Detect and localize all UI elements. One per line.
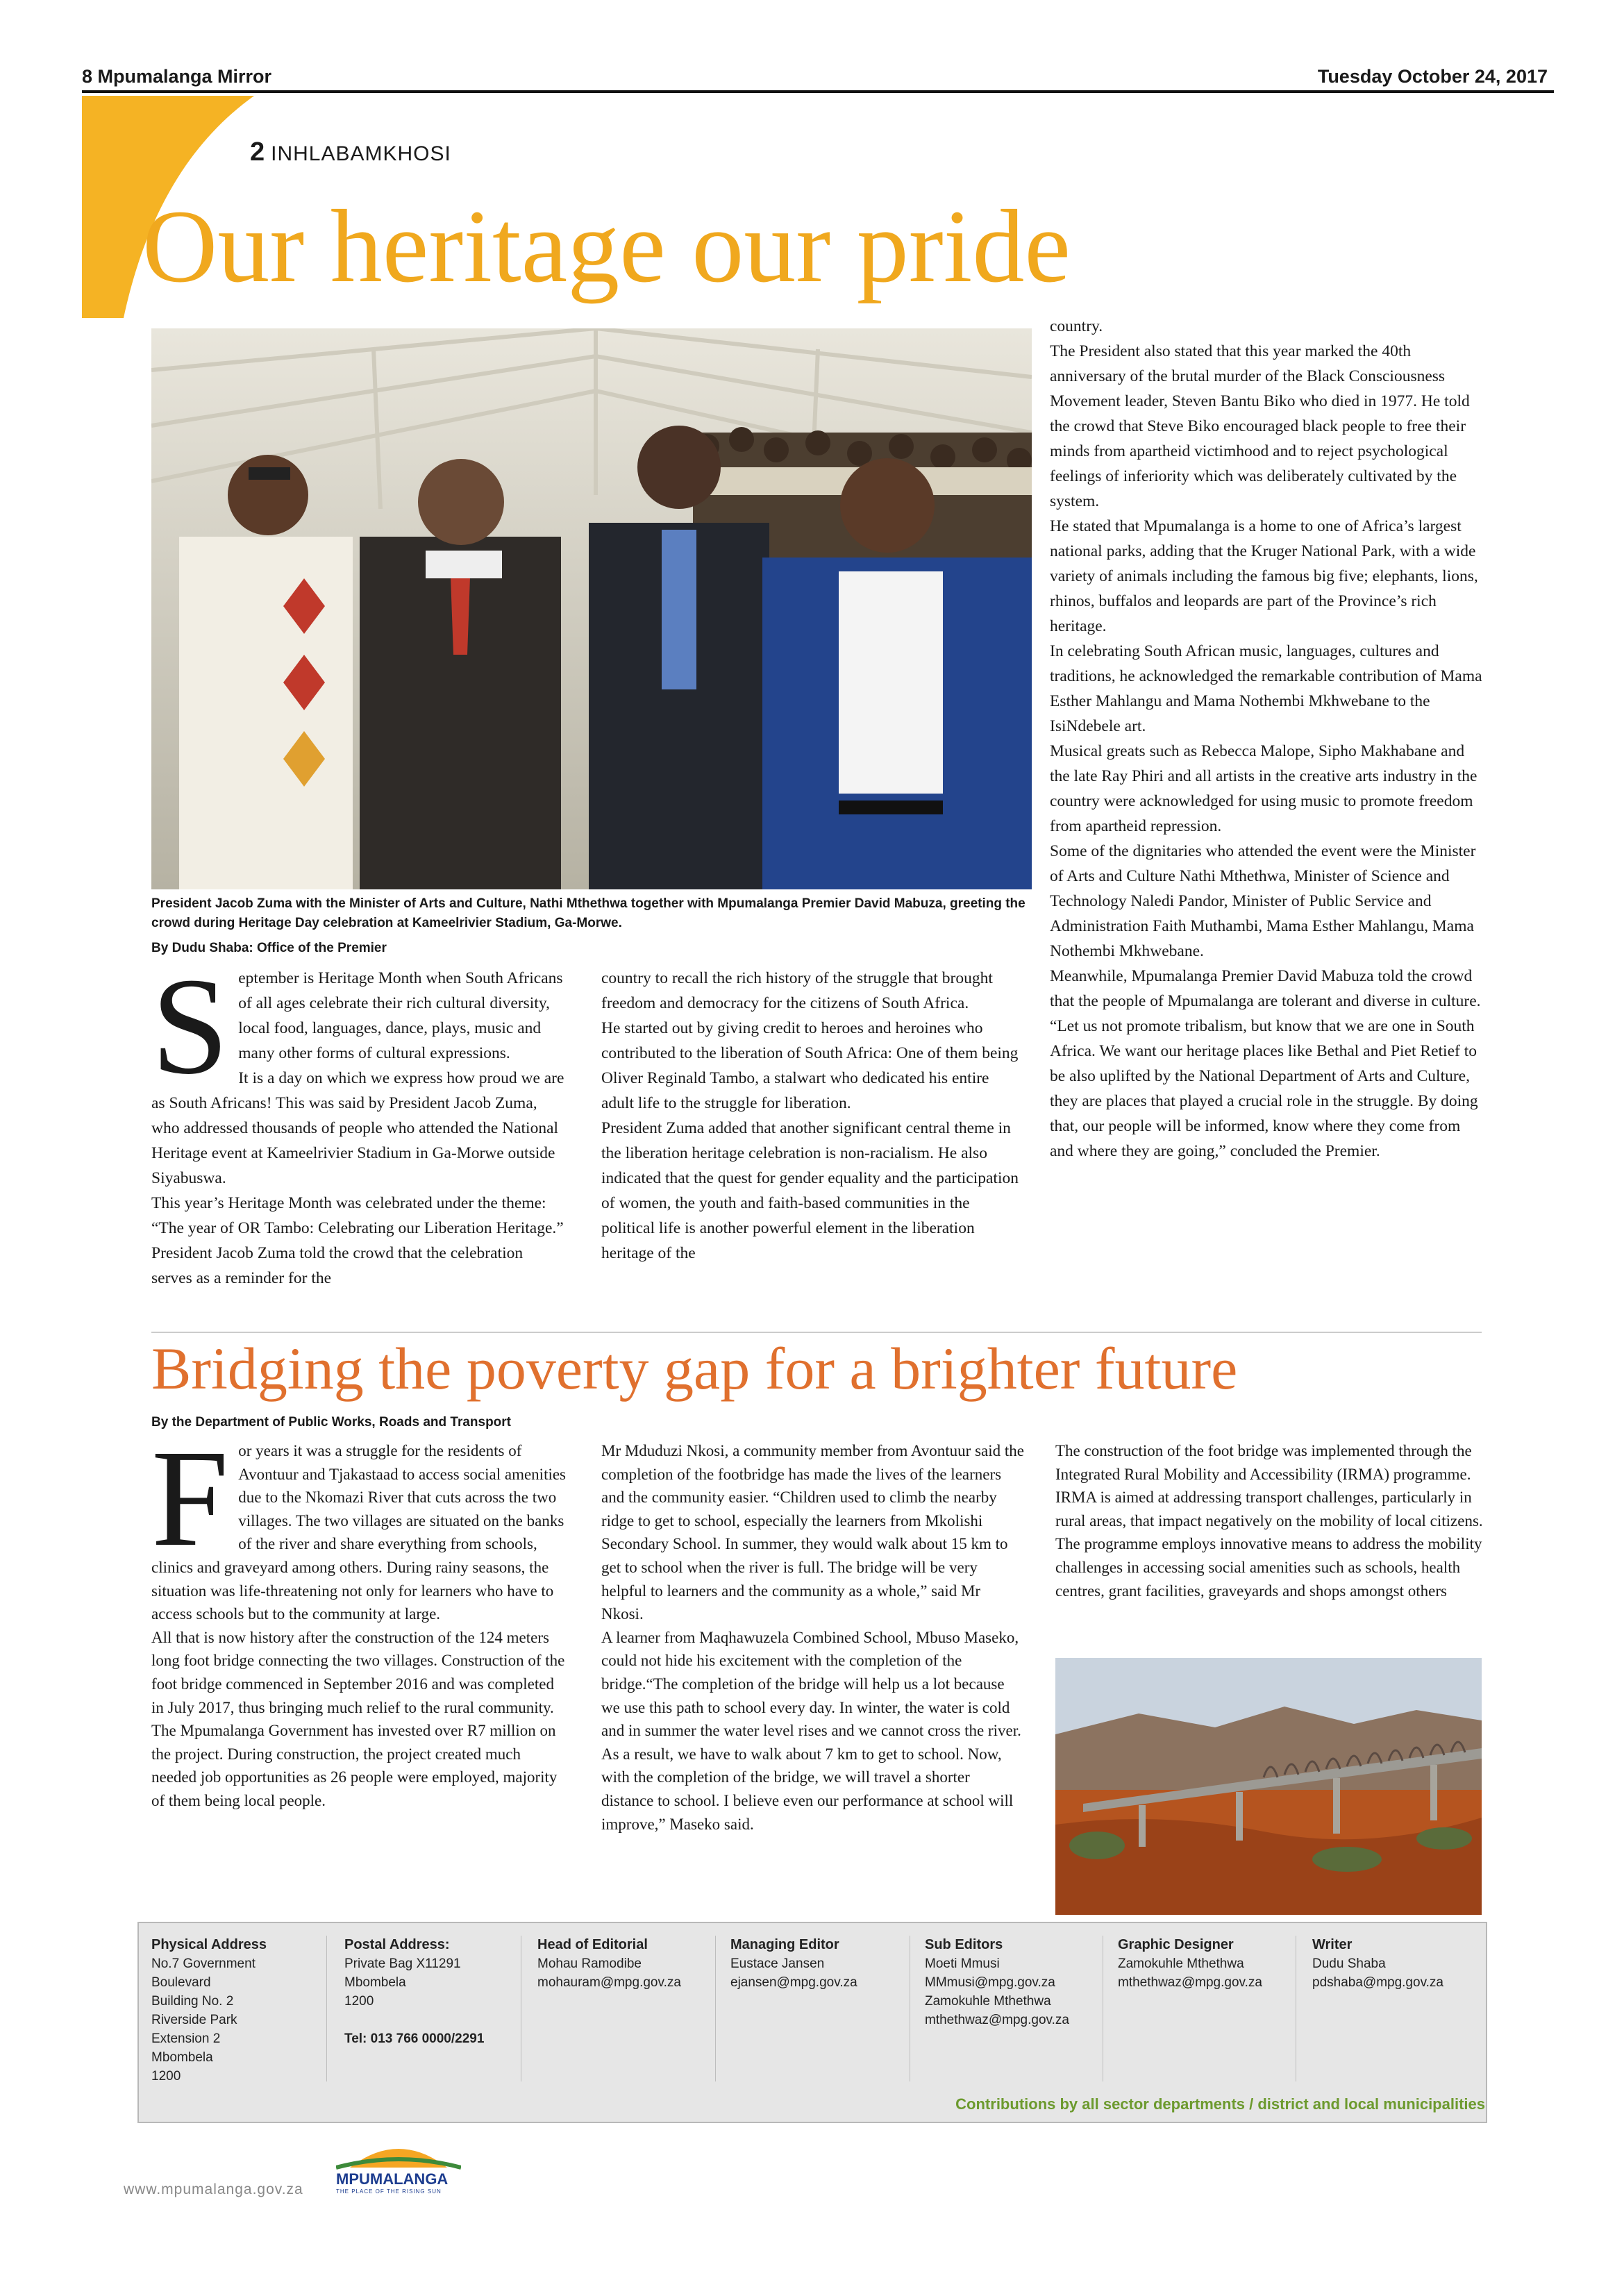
footer-postal-address [344, 1936, 525, 2048]
website-url: www.mpumalanga.gov.za [124, 2181, 303, 2197]
footer-line: No.7 Government [151, 1956, 256, 1971]
footer-email: mohauram@mpg.gov.za [537, 1975, 681, 1990]
article1-column-3 [1050, 314, 1483, 1164]
footer-line: Zamokuhle Mthethwa [925, 1994, 1051, 2009]
footer-sub-editors [925, 1936, 1105, 2029]
section-number: 2 [250, 137, 266, 167]
footer-email: mthethwaz@mpg.gov.za [925, 2013, 1069, 2027]
footer-email: pdshaba@mpg.gov.za [1312, 1975, 1443, 1990]
article1-paragraph: Musical greats such as Rebecca Malope, Sipho Makhabane and the late Ray Phiri and all artists in the creative arts industry in the country were acknowledged for using music to promote freedom from apartheid repression. [1050, 742, 1477, 835]
contributions-note: Contributions by all sector departments / district and local municipalities [955, 2095, 1485, 2113]
footer-heading: Graphic Designer [1118, 1937, 1234, 1952]
footer-line: Mohau Ramodibe [537, 1956, 642, 1971]
article2-headline: Bridging the poverty gap for a brighter future [151, 1335, 1238, 1402]
article2-paragraph: Mr Mduduzi Nkosi, a community member from Avontuur said the completion of the footbridge has made the lives of the learners and the community easier. “Children used to climb the nearby ridge to get to school, especially the learners from Mkolishi Secondary School. In summer, they would walk about 15 km to get to school when the river is full. The bridge will be very helpful to learners and the community as a whole,” said Mr Nkosi. [601, 1442, 1024, 1623]
article1-column-2 [601, 966, 1021, 1266]
footer-line: Mbombela [151, 2050, 213, 2065]
heritage-day-photo [151, 328, 1032, 889]
footer-line: Boulevard [151, 1975, 211, 1990]
footer-line: Dudu Shaba [1312, 1956, 1386, 1971]
footer-graphic-designer [1118, 1936, 1298, 1992]
article2-column-3 [1055, 1439, 1483, 1602]
footer-divider [326, 1936, 327, 2081]
article1-paragraph: The President also stated that this year marked the 40th anniversary of the brutal murder of the Black Consciousness Movement leader, Steven Bantu Biko who died in 1977. He told the crowd that Steve Biko encouraged black people to free their minds from apartheid victimhood and to reject psychological feelings of inferiority which was deliberately cultivated by the system. [1050, 342, 1470, 510]
footer-line: Zamokuhle Mthethwa [1118, 1956, 1244, 1971]
article1-paragraph: country. [1050, 317, 1103, 335]
article2-dropcap: F [151, 1422, 229, 1575]
footer-telephone: Tel: 013 766 0000/2291 [344, 2031, 485, 2046]
page-header-left: 8 Mpumalanga Mirror [82, 66, 272, 87]
section-name: INHLABAMKHOSI [271, 142, 451, 165]
article2-paragraph: The construction of the foot bridge was implemented through the Integrated Rural Mobility and Accessibility (IRMA) programme. IRMA is aimed at addressing transport challenges, particularly in rural areas, that impact negatively on the mobility of local citizens. The programme employs innovative means to address the mobility challenges in accessing social amenities such as schools, health centres, grant facilities, graveyards and shops amongst others [1055, 1442, 1483, 1600]
footer-line: Riverside Park [151, 2013, 237, 2027]
footer-spacer [344, 2011, 525, 2029]
article1-paragraph: country to recall the rich history of the struggle that brought freedom and democracy for the citizens of South Africa. [601, 969, 993, 1012]
rising-sun-logo-icon [336, 2137, 461, 2170]
footer-line: Moeti Mmusi [925, 1956, 1000, 1971]
footer-line: Eustace Jansen [730, 1956, 825, 1971]
article1-paragraph: He started out by giving credit to heroes and heroines who contributed to the liberation of South Africa: One of them being Oliver Reginald Tambo, a stalwart who dedicated his entire adult life to the struggle for liberation. [601, 1019, 1019, 1112]
footer-heading: Head of Editorial [537, 1937, 648, 1952]
footer-line: Building No. 2 [151, 1994, 234, 2009]
article2-paragraph: or years it was a struggle for the residents of Avontuur and Tjakastaad to access social amenities due to the Nkomazi River that cuts across the two villages. The two villages are situated on the banks of the river and share everything from schools, clinics and graveyard among others. During rainy seasons, the situation was life-threatening not only for learners who have to access schools but to the community at large. [151, 1442, 567, 1623]
article1-paragraph: It is a day on which we express how proud we are as South Africans! This was said by President Jacob Zuma, who addressed thousands of people who attended the National Heritage event at Kameelrivier Stadium in Ga-Morwe outside Siyabuswa. [151, 1069, 564, 1187]
article1-column-1 [151, 950, 567, 1291]
article1-paragraph: This year’s Heritage Month was celebrated under the theme: “The year of OR Tambo: Celebrating our Liberation Heritage.” President Jacob Zuma told the crowd that the celebration serves as a reminder for the [151, 1194, 564, 1287]
article1-byline: By Dudu Shaba: Office of the Premier [151, 941, 387, 955]
article2-column-2 [601, 1439, 1025, 1836]
section-label [250, 137, 451, 167]
header-rule [82, 90, 1554, 93]
footer-divider [715, 1936, 716, 2081]
footer-email: ejansen@mpg.gov.za [730, 1975, 857, 1990]
article1-paragraph: He stated that Mpumalanga is a home to one of Africa’s largest national parks, adding that the Kruger National Park, with a wide variety of animals including the famous big five; elephants, lions, rhinos, buffalos and leopards are part of the Province’s rich heritage. [1050, 517, 1478, 635]
footer-heading: Writer [1312, 1937, 1353, 1952]
footer-head-of-editorial [537, 1936, 718, 1992]
article-divider [151, 1332, 1482, 1333]
article1-headline: Our heritage our pride [142, 189, 1071, 304]
article2-paragraph: All that is now history after the construction of the 124 meters long foot bridge connecting the two villages. Construction of the foot bridge commenced in September 2016 and was completed in July 2017, thus bringing much relief to the rural community. [151, 1628, 565, 1716]
photo-caption: President Jacob Zuma with the Minister of Arts and Culture, Nathi Mthethwa together with Mpumalanga Premier David Mabuza, greeting the crowd during Heritage Day celebration at Kameelrivier Stadium, Ga-Morwe. [151, 896, 1026, 930]
logo-subtitle: THE PLACE OF THE RISING SUN [336, 2188, 442, 2195]
footer-heading: Physical Address [151, 1937, 267, 1952]
article1-paragraph: Meanwhile, Mpumalanga Premier David Mabuza told the crowd that the people of Mpumalanga are tolerant and diverse in culture. “Let us not promote tribalism, but know that we are one in South Africa. We want our heritage places like Bethal and Piet Retief to be also uplifted by the National Department of Arts and Culture, they are places that played a crucial role in the struggle. By doing that, our people will be informed, know where they come from and where they are going,” concluded the Premier. [1050, 967, 1481, 1160]
article2-paragraph: The Mpumalanga Government has invested over R7 million on the project. During construction, the project created much needed job opportunities as 26 people were employed, majority of them being local people. [151, 1722, 558, 1809]
article2-byline: By the Department of Public Works, Roads and Transport [151, 1415, 512, 1430]
footer-heading: Managing Editor [730, 1937, 839, 1952]
footer-line: Extension 2 [151, 2031, 221, 2046]
footer-heading: Postal Address: [344, 1937, 450, 1952]
footer-physical-address [151, 1936, 325, 2086]
page-header-date: Tuesday October 24, 2017 [1317, 66, 1548, 87]
footer-email: mthethwaz@mpg.gov.za [1118, 1975, 1262, 1990]
article2-paragraph: A learner from Maqhawuzela Combined School, Mbuso Maseko, could not hide his excitement with the completion of the bridge.“The completion of the bridge will help us a lot because we use this path to school every day. In winter, the water is cold and in summer the water level rises and we cannot cross the river. As a result, we have to walk about 7 km to get to school. Now, with the completion of the bridge, we will travel a shorter distance to school. I believe even our performance at school will improve,” Maseko said. [601, 1628, 1021, 1833]
footer-line: Mbombela [344, 1975, 406, 1990]
footer-line: Private Bag X11291 [344, 1956, 461, 1971]
footer-heading: Sub Editors [925, 1937, 1003, 1952]
article1-dropcap: S [151, 950, 229, 1103]
footer-email: MMmusi@mpg.gov.za [925, 1975, 1055, 1990]
article1-paragraph: In celebrating South African music, languages, cultures and traditions, he acknowledged the remarkable contribution of Mama Esther Mahlangu and Mama Nothembi Mkhwebane to the IsiNdebele art. [1050, 642, 1482, 735]
article1-paragraph: President Zuma added that another significant central theme in the liberation heritage celebration is non-racialism. He also indicated that the quest for gender equality and the participation of women, the youth and faith-based communities in the political life is another powerful element in the liberation heritage of the [601, 1119, 1019, 1262]
footbridge-photo [1055, 1658, 1482, 1915]
footer-line: 1200 [151, 2069, 181, 2084]
logo-title: MPUMALANGA [336, 2170, 449, 2188]
footer-writer [1312, 1936, 1479, 1992]
footer-line: 1200 [344, 1994, 374, 2009]
article1-paragraph: eptember is Heritage Month when South Africans of all ages celebrate their rich cultural diversity, local food, languages, dance, plays, music and many other forms of cultural expressions. [238, 969, 563, 1062]
footer-managing-editor [730, 1936, 911, 1992]
article1-paragraph: Some of the dignitaries who attended the event were the Minister of Arts and Culture Nathi Mthethwa, Minister of Science and Technology Naledi Pandor, Minister of Public Service and Administration Faith Muthambi, Mama Esther Mahlangu, Mama Nothembi Mkhwebane. [1050, 842, 1476, 960]
